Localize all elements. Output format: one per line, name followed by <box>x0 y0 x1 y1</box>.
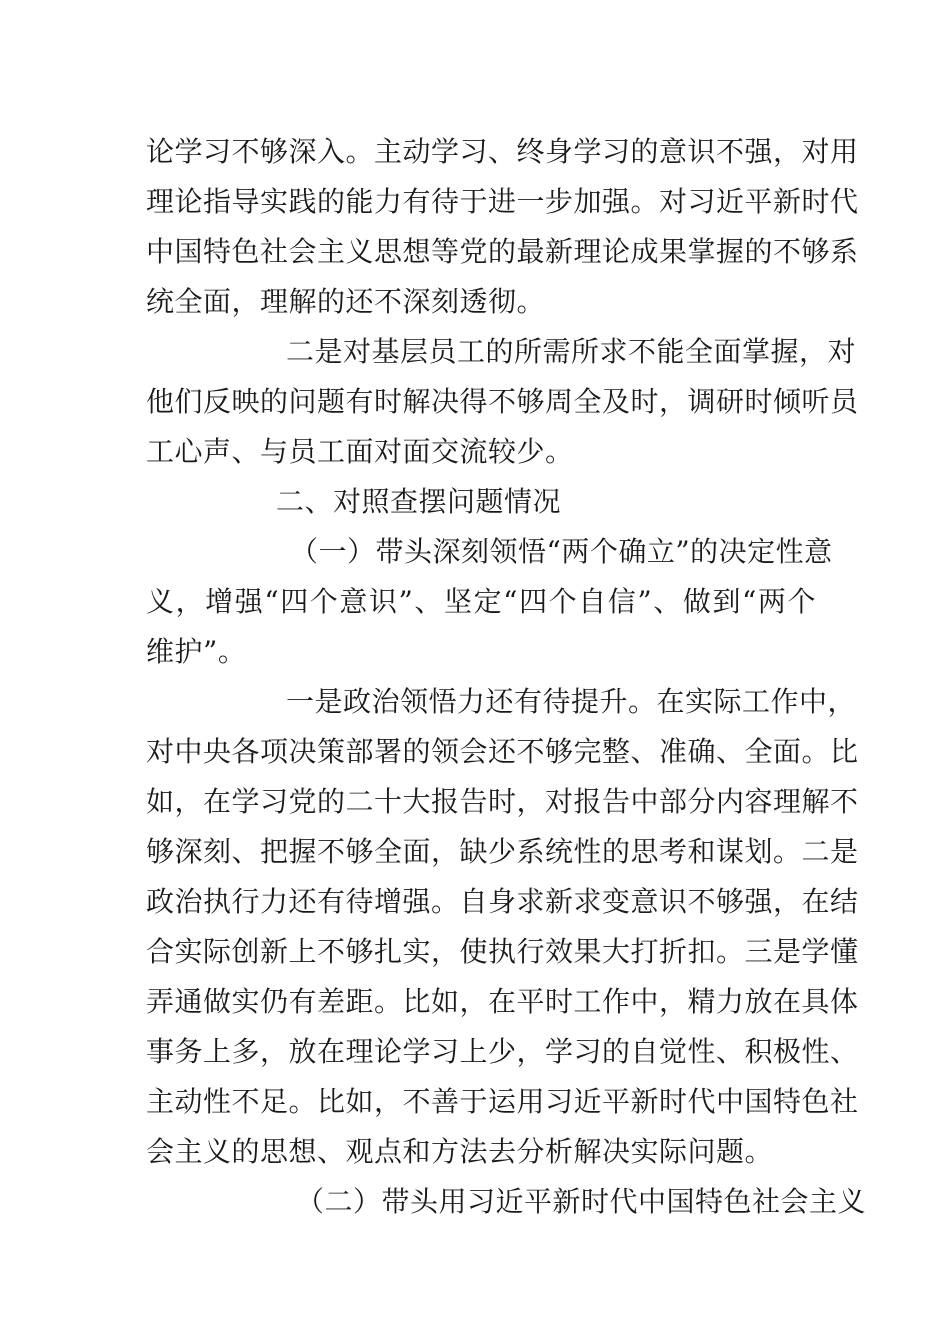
text-line: 主动性不足。比如，不善于运用习近平新时代中国特色社 <box>146 1085 859 1118</box>
text-line: 维护”。 <box>146 635 247 668</box>
text-line: 一是政治领悟力还有待提升。在实际工作中， <box>286 685 857 718</box>
text-line: 政治执行力还有待增强。自身求新求变意识不够强，在结 <box>146 885 859 918</box>
text-line: 够深刻、把握不够全面，缺少系统性的思考和谋划。二是 <box>146 835 859 868</box>
text-line: 工心声、与员工面对面交流较少。 <box>146 435 574 468</box>
text-line: 二是对基层员工的所需所求不能全面掌握，对 <box>286 335 857 368</box>
text-line: 合实际创新上不够扎实，使执行效果大打折扣。三是学懂 <box>146 935 859 968</box>
text-line: （二）带头用习近平新时代中国特色社会主义 <box>296 1185 867 1218</box>
text-line: 对中央各项决策部署的领会还不够完整、准确、全面。比 <box>146 735 859 768</box>
text-line: 他们反映的问题有时解决得不够周全及时，调研时倾听员 <box>146 385 859 418</box>
text-line: （一）带头深刻领悟“两个确立”的决定性意 <box>290 535 833 568</box>
text-line: 会主义的思想、观点和方法去分析解决实际问题。 <box>146 1135 774 1168</box>
text-line: 论学习不够深入。主动学习、终身学习的意识不强，对用 <box>146 135 859 168</box>
section-heading: 二、对照查摆问题情况 <box>276 485 562 518</box>
text-line: 统全面，理解的还不深刻透彻。 <box>146 285 546 318</box>
text-line: 如，在学习党的二十大报告时，对报告中部分内容理解不 <box>146 785 859 818</box>
text-line: 义，增强“四个意识”、坚定“四个自信”、做到“两个 <box>146 585 816 618</box>
text-line: 事务上多，放在理论学习上少，学习的自觉性、积极性、 <box>146 1035 859 1068</box>
text-line: 中国特色社会主义思想等党的最新理论成果掌握的不够系 <box>146 235 859 268</box>
text-line: 理论指导实践的能力有待于进一步加强。对习近平新时代 <box>146 185 859 218</box>
text-line: 弄通做实仍有差距。比如，在平时工作中，精力放在具体 <box>146 985 859 1018</box>
